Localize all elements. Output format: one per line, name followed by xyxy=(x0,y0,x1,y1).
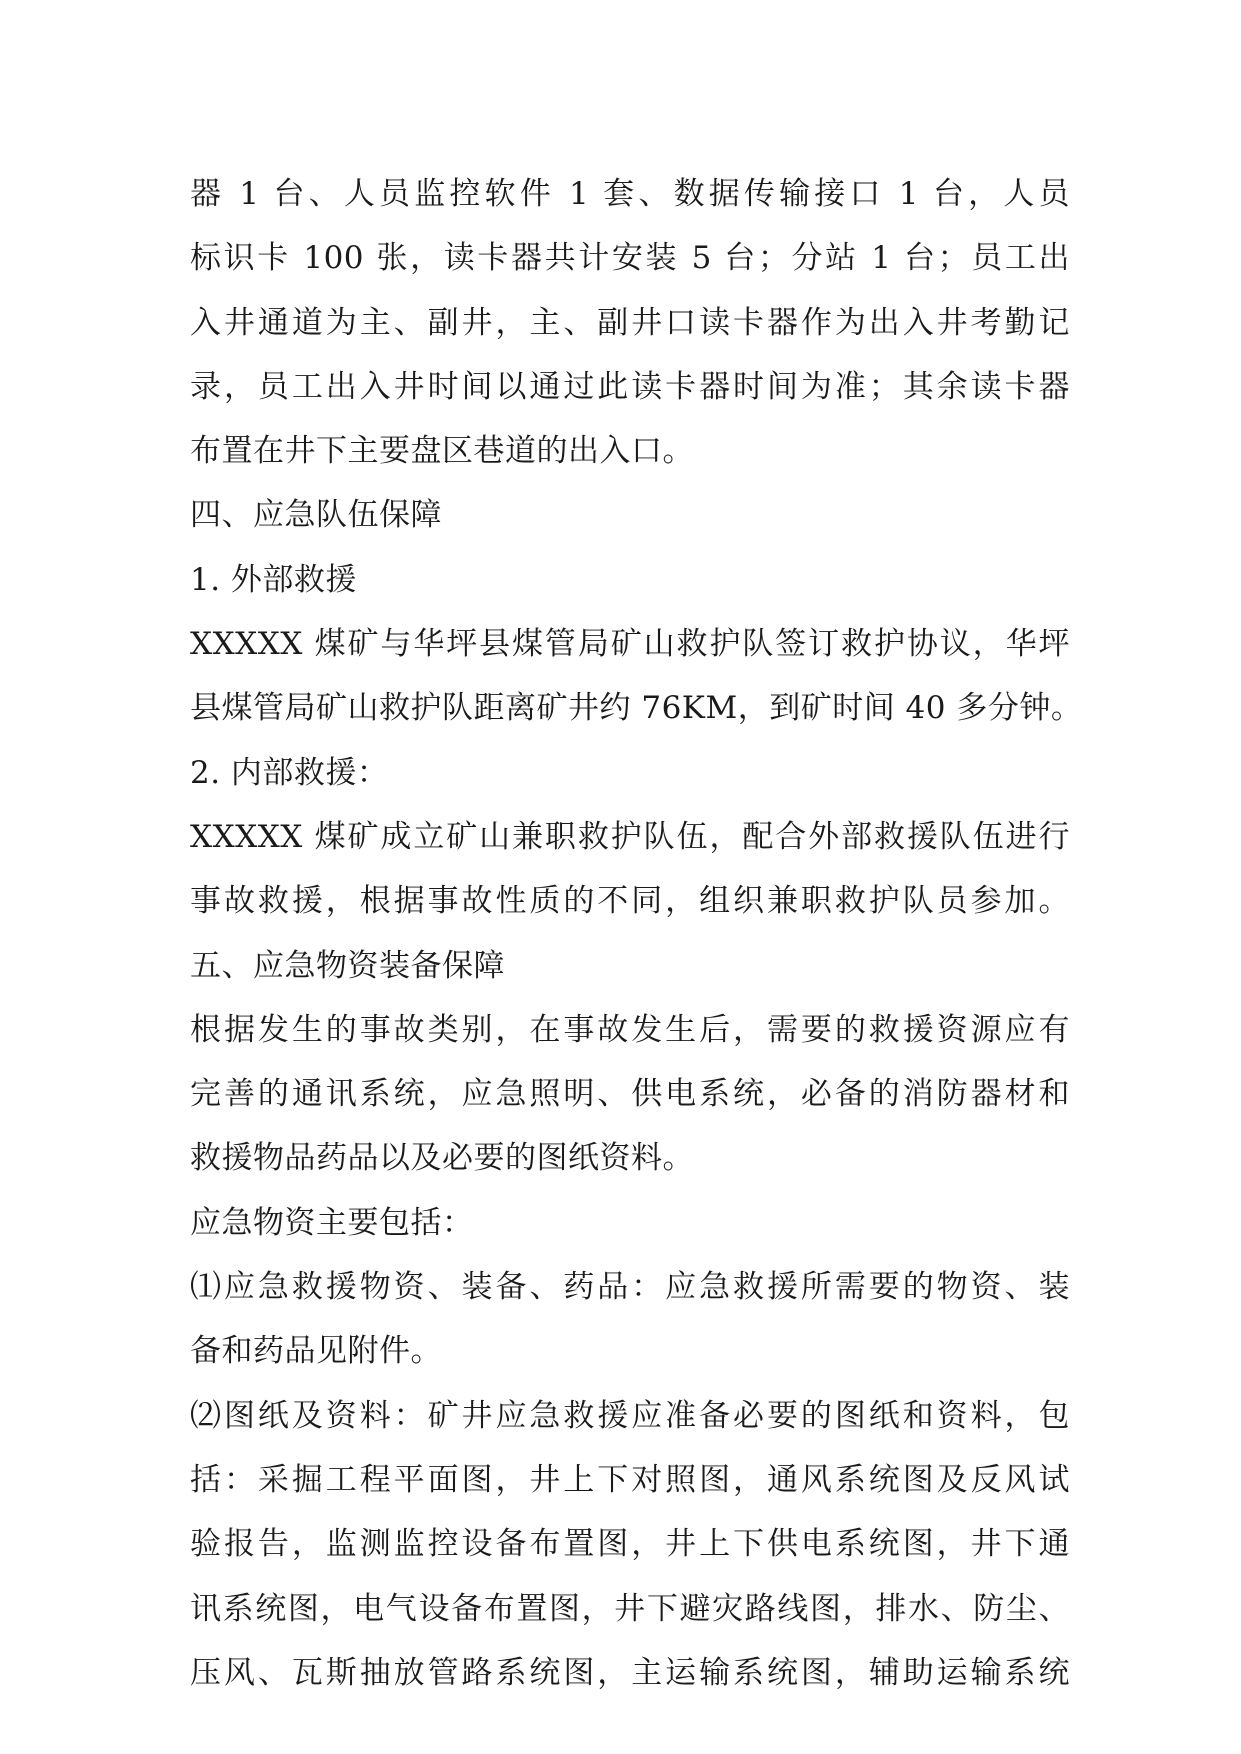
text-line: XXXXX 煤矿与华坪县煤管局矿山救护队签订救护协议，华坪 xyxy=(190,626,1070,663)
text-line: 布置在井下主要盘区巷道的出入口。 xyxy=(190,433,694,470)
list-item: ⑵图纸及资料：矿井应急救援应准备必要的图纸和资料，包 xyxy=(190,1397,1070,1434)
section-heading: 五、应急物资装备保障 xyxy=(190,947,505,984)
text-line: 救援物品药品以及必要的图纸资料。 xyxy=(190,1140,694,1177)
list-item: ⑴应急救援物资、装备、药品：应急救援所需要的物资、装 xyxy=(190,1269,1070,1306)
section-heading: 四、应急队伍保障 xyxy=(190,497,442,534)
text-line: 验报告，监测监控设备布置图，井上下供电系统图，井下通 xyxy=(190,1526,1070,1563)
text-line: 讯系统图，电气设备布置图，井下避灾路线图，排水、防尘、 xyxy=(190,1590,1070,1627)
text-line: XXXXX 煤矿成立矿山兼职救护队伍，配合外部救援队伍进行 xyxy=(190,818,1070,855)
subsection-heading: 1. 外部救援 xyxy=(190,561,357,598)
text-line: 根据发生的事故类别，在事故发生后，需要的救援资源应有 xyxy=(190,1011,1070,1048)
text-line: 事故救援，根据事故性质的不同，组织兼职救护队员参加。 xyxy=(190,883,1070,920)
text-line: 备和药品见附件。 xyxy=(190,1333,442,1370)
text-line: 完善的通讯系统，应急照明、供电系统，必备的消防器材和 xyxy=(190,1076,1070,1113)
text-line: 县煤管局矿山救护队距离矿井约 76KM，到矿时间 40 多分钟。 xyxy=(190,690,1083,727)
text-line: 压风、瓦斯抽放管路系统图，主运输系统图，辅助运输系统 xyxy=(190,1654,1070,1691)
text-line: 器 1 台、人员监控软件 1 套、数据传输接口 1 台，人员 xyxy=(190,176,1070,212)
text-line: 录，员工出入井时间以通过此读卡器时间为准；其余读卡器 xyxy=(190,368,1070,405)
text-line: 入井通道为主、副井，主、副井口读卡器作为出入井考勤记 xyxy=(190,304,1070,341)
text-line: 括：采掘工程平面图，井上下对照图，通风系统图及反风试 xyxy=(190,1461,1070,1498)
text-line: 标识卡 100 张，读卡器共计安装 5 台；分站 1 台；员工出 xyxy=(190,240,1070,277)
text-line: 应急物资主要包括： xyxy=(190,1204,474,1241)
subsection-heading: 2. 内部救援： xyxy=(190,754,389,791)
document-body xyxy=(190,162,1083,1705)
